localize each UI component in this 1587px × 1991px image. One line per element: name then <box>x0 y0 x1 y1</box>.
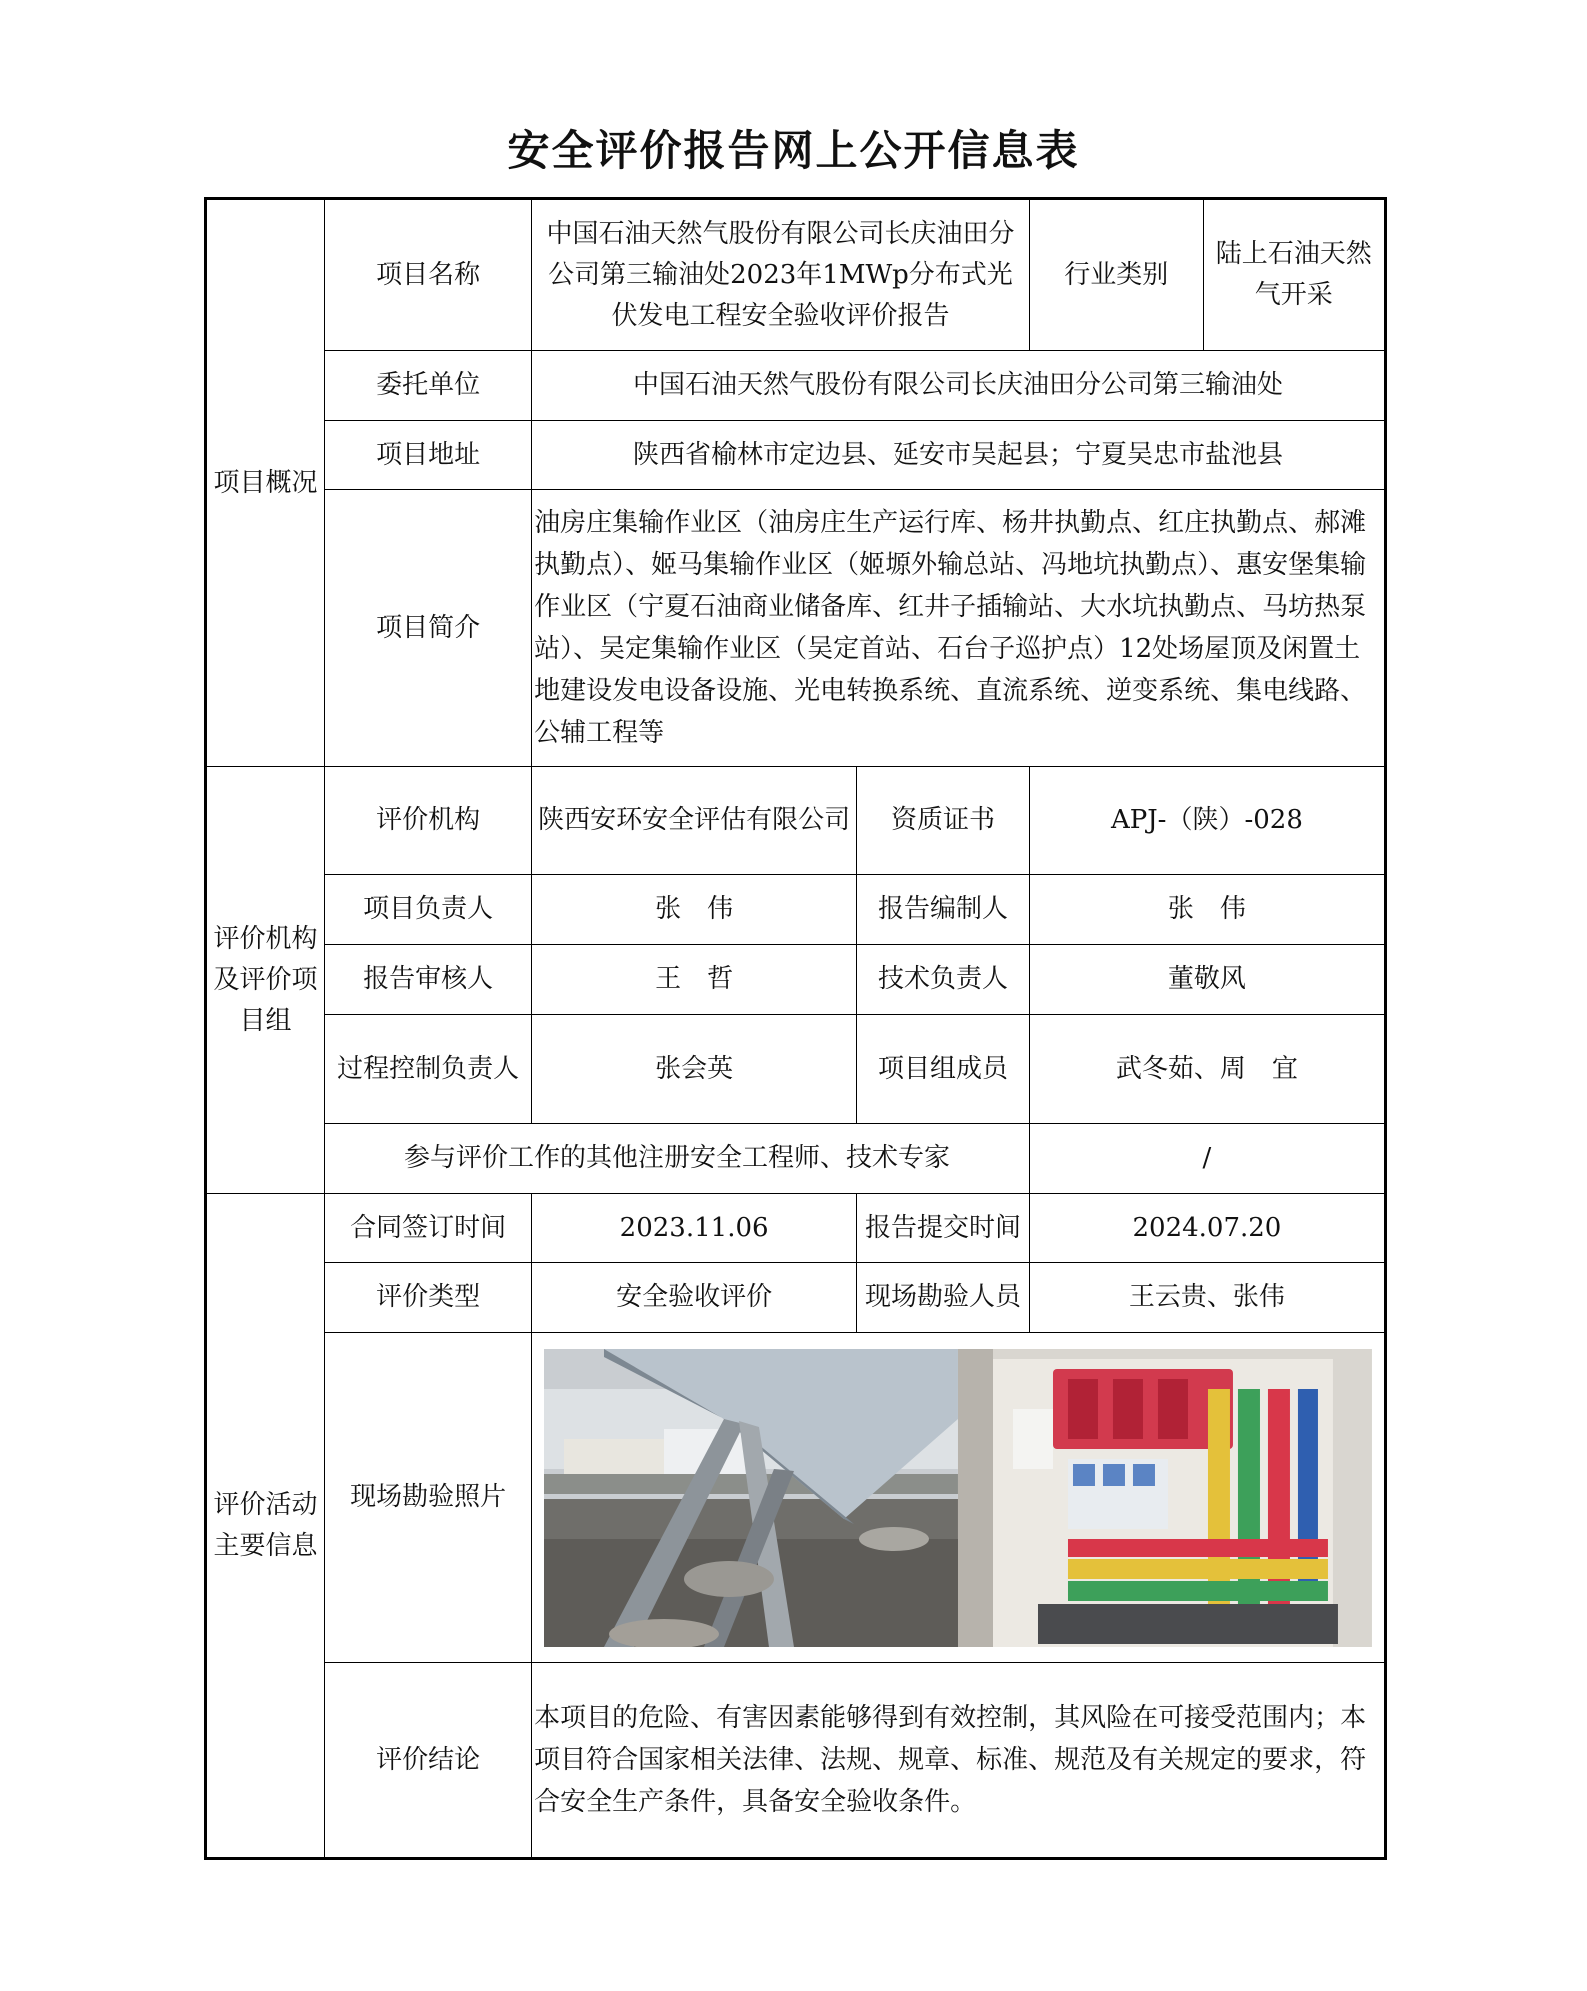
value-client: 中国石油天然气股份有限公司长庆油田分公司第三输油处 <box>532 351 1386 421</box>
value-type: 安全验收评价 <box>532 1263 857 1333</box>
label-others: 参与评价工作的其他注册安全工程师、技术专家 <box>325 1124 1030 1194</box>
value-author: 张 伟 <box>1029 875 1385 945</box>
row-intro <box>206 490 1386 767</box>
value-cert: APJ-（陕）-028 <box>1029 767 1385 875</box>
page-title: 安全评价报告网上公开信息表 <box>507 126 1080 175</box>
value-members: 武冬茹、周 宜 <box>1029 1015 1385 1124</box>
label-address: 项目地址 <box>325 421 532 490</box>
row-contract <box>206 1194 1386 1263</box>
site-photo-solar-roof <box>544 1349 958 1647</box>
section-overview: 项目概况 <box>206 199 325 767</box>
row-type <box>206 1263 1386 1333</box>
label-project-name: 项目名称 <box>325 199 532 351</box>
label-submit: 报告提交时间 <box>857 1194 1030 1263</box>
row-leader <box>206 875 1386 945</box>
label-leader: 项目负责人 <box>325 875 532 945</box>
row-reviewer <box>206 945 1386 1015</box>
value-tech: 董敬风 <box>1029 945 1385 1015</box>
row-conclusion <box>206 1663 1386 1859</box>
label-photos: 现场勘验照片 <box>325 1333 532 1663</box>
value-project-name: 中国石油天然气股份有限公司长庆油田分公司第三输油处2023年1MWp分布式光伏发电工程安全验收评价报告 <box>532 199 1030 351</box>
value-others: / <box>1029 1124 1385 1194</box>
row-address <box>206 421 1386 490</box>
label-tech: 技术负责人 <box>857 945 1030 1015</box>
label-intro: 项目简介 <box>325 490 532 767</box>
label-type: 评价类型 <box>325 1263 532 1333</box>
label-conclusion: 评价结论 <box>325 1663 532 1859</box>
row-agency <box>206 767 1386 875</box>
value-industry: 陆上石油天然气开采 <box>1203 199 1385 351</box>
value-submit: 2024.07.20 <box>1029 1194 1385 1263</box>
value-intro: 油房庄集输作业区（油房庄生产运行库、杨井执勤点、红庄执勤点、郝滩执勤点）、姬马集输作业区（姬塬外输总站、冯地坑执勤点）、惠安堡集输作业区（宁夏石油商业储备库、红井子插输站、大水坑执勤点、马坊热泵站）、吴定集输作业区（吴定首站、石台子巡护点）12处场屋顶及闲置土地建设发电设备设施、光电转换系统、直流系统、逆变系统、集电线路、公辅工程等 <box>532 490 1386 767</box>
value-agency: 陕西安环安全评估有限公司 <box>532 767 857 875</box>
value-contract: 2023.11.06 <box>532 1194 857 1263</box>
label-process: 过程控制负责人 <box>325 1015 532 1124</box>
label-agency: 评价机构 <box>325 767 532 875</box>
label-client: 委托单位 <box>325 351 532 421</box>
value-inspectors: 王云贵、张伟 <box>1029 1263 1385 1333</box>
label-author: 报告编制人 <box>857 875 1030 945</box>
label-cert: 资质证书 <box>857 767 1030 875</box>
section-activity: 评价活动主要信息 <box>206 1194 325 1859</box>
label-inspectors: 现场勘验人员 <box>857 1263 1030 1333</box>
value-conclusion: 本项目的危险、有害因素能够得到有效控制，其风险在可接受范围内；本项目符合国家相关法律、法规、规章、标准、规范及有关规定的要求，符合安全生产条件，具备安全验收条件。 <box>532 1663 1386 1859</box>
row-client <box>206 351 1386 421</box>
section-org: 评价机构及评价项目组 <box>206 767 325 1194</box>
row-others <box>206 1124 1386 1194</box>
row-project-name <box>206 199 1386 351</box>
value-process: 张会英 <box>532 1015 857 1124</box>
row-process <box>206 1015 1386 1124</box>
label-contract: 合同签订时间 <box>325 1194 532 1263</box>
photos-container <box>532 1349 1384 1647</box>
value-address: 陕西省榆林市定边县、延安市吴起县；宁夏吴忠市盐池县 <box>532 421 1386 490</box>
photos-cell <box>532 1333 1386 1663</box>
value-leader: 张 伟 <box>532 875 857 945</box>
label-members: 项目组成员 <box>857 1015 1030 1124</box>
label-reviewer: 报告审核人 <box>325 945 532 1015</box>
info-table <box>204 197 1387 1860</box>
label-industry: 行业类别 <box>1029 199 1203 351</box>
value-reviewer: 王 哲 <box>532 945 857 1015</box>
site-photo-electrical-cabinet <box>958 1349 1372 1647</box>
row-photos <box>206 1333 1386 1663</box>
